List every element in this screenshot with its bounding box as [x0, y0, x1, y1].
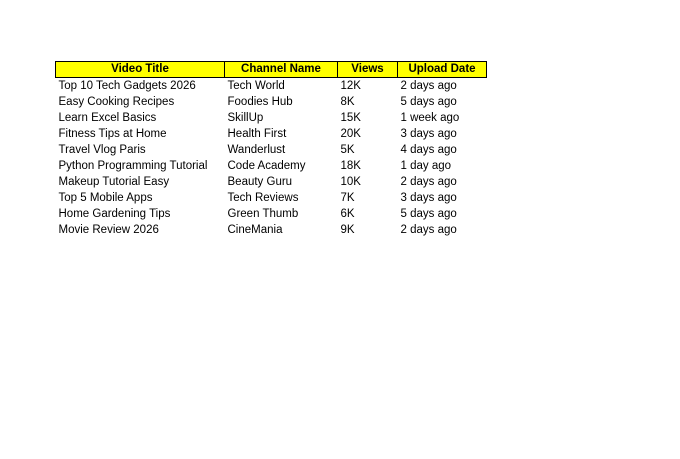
header-row [56, 62, 487, 78]
cell-channel-name[interactable]: SkillUp [227, 112, 264, 124]
cell-upload-date[interactable]: 1 week ago [400, 112, 460, 124]
cell-views[interactable]: 6K [340, 208, 355, 220]
cell-views[interactable]: 12K [340, 80, 361, 92]
cell-channel-name[interactable]: Foodies Hub [227, 96, 293, 108]
cell-channel-name[interactable]: Beauty Guru [227, 176, 293, 188]
cell-upload-date[interactable]: 1 day ago [400, 160, 452, 172]
cell-channel-name[interactable]: Wanderlust [227, 144, 286, 156]
cell-video-title[interactable]: Movie Review 2026 [58, 224, 159, 236]
cell-upload-date[interactable]: 3 days ago [400, 128, 457, 140]
cell-channel-name[interactable]: CineMania [227, 224, 283, 236]
cell-upload-date[interactable]: 5 days ago [400, 96, 457, 108]
table-row [56, 190, 487, 206]
cell-upload-date[interactable]: 3 days ago [400, 192, 457, 204]
cell-views[interactable]: 20K [340, 128, 361, 140]
cell-channel-name[interactable]: Tech World [227, 80, 285, 92]
cell-channel-name[interactable]: Health First [227, 128, 287, 140]
cell-views[interactable]: 15K [340, 112, 361, 124]
table-row [56, 142, 487, 158]
table-row [56, 94, 487, 110]
cell-video-title[interactable]: Top 10 Tech Gadgets 2026 [58, 80, 196, 92]
cell-views[interactable]: 9K [340, 224, 355, 236]
cell-video-title[interactable]: Python Programming Tutorial [58, 160, 208, 172]
header-upload-date[interactable]: Upload Date [398, 62, 487, 78]
table-row [56, 110, 487, 126]
cell-views[interactable]: 5K [340, 144, 355, 156]
cell-upload-date[interactable]: 2 days ago [400, 176, 457, 188]
cell-video-title[interactable]: Learn Excel Basics [58, 112, 157, 124]
table-row [56, 206, 487, 222]
cell-video-title[interactable]: Fitness Tips at Home [58, 128, 167, 140]
cell-upload-date[interactable]: 2 days ago [400, 224, 457, 236]
table-row [56, 78, 487, 95]
cell-views[interactable]: 10K [340, 176, 361, 188]
cell-channel-name[interactable]: Tech Reviews [227, 192, 299, 204]
header-video-title[interactable]: Video Title [56, 62, 225, 78]
cell-video-title[interactable]: Home Gardening Tips [58, 208, 171, 220]
cell-channel-name[interactable]: Code Academy [227, 160, 306, 172]
table-row [56, 174, 487, 190]
cell-views[interactable]: 7K [340, 192, 355, 204]
header-views[interactable]: Views [338, 62, 398, 78]
table-row [56, 158, 487, 174]
cell-channel-name[interactable]: Green Thumb [227, 208, 299, 220]
table-row [56, 222, 487, 238]
cell-video-title[interactable]: Makeup Tutorial Easy [58, 176, 170, 188]
cell-video-title[interactable]: Easy Cooking Recipes [58, 96, 175, 108]
header-channel-name[interactable]: Channel Name [225, 62, 338, 78]
cell-video-title[interactable]: Top 5 Mobile Apps [58, 192, 153, 204]
cell-views[interactable]: 8K [340, 96, 355, 108]
cell-upload-date[interactable]: 5 days ago [400, 208, 457, 220]
table-row [56, 126, 487, 142]
video-table [55, 61, 487, 238]
cell-upload-date[interactable]: 4 days ago [400, 144, 457, 156]
cell-views[interactable]: 18K [340, 160, 361, 172]
cell-video-title[interactable]: Travel Vlog Paris [58, 144, 146, 156]
cell-upload-date[interactable]: 2 days ago [400, 80, 457, 92]
